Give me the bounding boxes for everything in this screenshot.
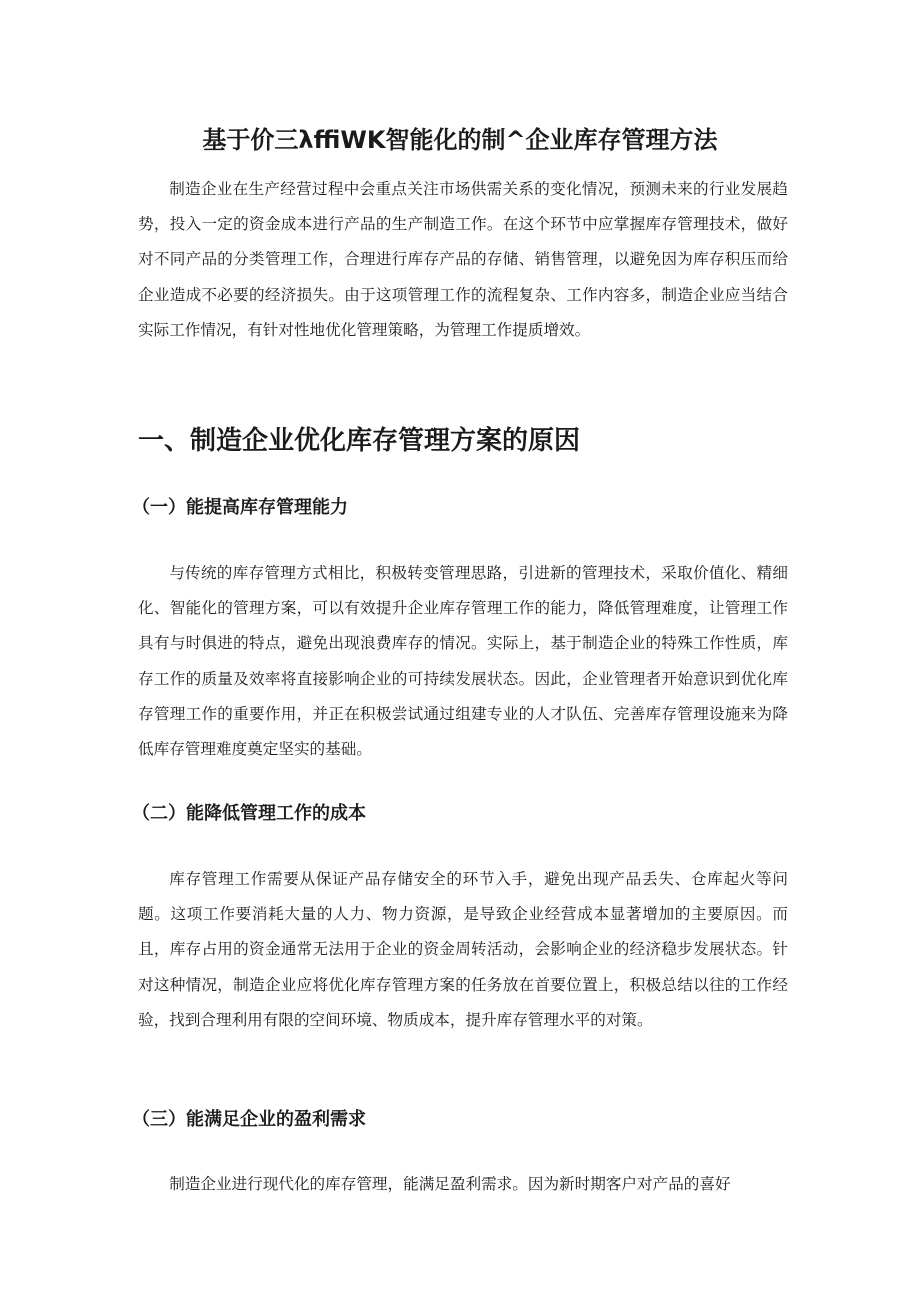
subsection-heading-2: （二）能降低管理工作的成本 (132, 803, 366, 824)
document-title: 基于价三λffiWK智能化的制^企业库存管理方法 (202, 126, 718, 154)
subsection-heading-1: （一）能提高库存管理能力 (132, 497, 348, 518)
intro-paragraph: 制造企业在生产经营过程中会重点关注市场供需关系的变化情况，预测未来的行业发展趋势，投入一定的资金成本进行产品的生产制造工作。在这个环节中应掌握库存管理技术，做好对不同产品的分类管理工作，合理进行库存产品的存储、销售管理，以避免因为库存积压而给企业造成不必要的经济损失。由于这项管理工作的流程复杂、工作内容多，制造企业应当结合实际工作情况，有针对性地优化管理策略，为管理工作提质增效。 (138, 180, 788, 339)
subsection-3-paragraph: 制造企业进行现代化的库存管理，能满足盈利需求。因为新时期客户对产品的喜好 (169, 1175, 731, 1193)
subsection-1-paragraph: 与传统的库存管理方式相比，积极转变管理思路，引进新的管理技术，采取价值化、精细化、智能化的管理方案，可以有效提升企业库存管理工作的能力，降低管理难度，让管理工作具有与时俱进的特点，避免出现浪费库存的情况。实际上，基于制造企业的特殊工作性质，库存工作的质量及效率将直接影响企业的可持续发展状态。因此，企业管理者开始意识到优化库存管理工作的重要作用，并正在积极尝试通过组建专业的人才队伍、完善库存管理设施来为降低库存管理难度奠定坚实的基础。 (138, 564, 788, 759)
subsection-heading-3: （三）能满足企业的盈利需求 (132, 1109, 366, 1130)
subsection-2-paragraph: 库存管理工作需要从保证产品存储安全的环节入手，避免出现产品丢失、仓库起火等问题。这项工作要消耗大量的人力、物力资源，是导致企业经营成本显著增加的主要原因。而且，库存占用的资金通常无法用于企业的资金周转活动，会影响企业的经济稳步发展状态。针对这种情况，制造企业应将优化库存管理方案的任务放在首要位置上，积极总结以往的工作经验，找到合理利用有限的空间环境、物质成本，提升库存管理水平的对策。 (138, 870, 788, 1029)
section-heading-1: 一、制造企业优化库存管理方案的原因 (138, 426, 581, 456)
